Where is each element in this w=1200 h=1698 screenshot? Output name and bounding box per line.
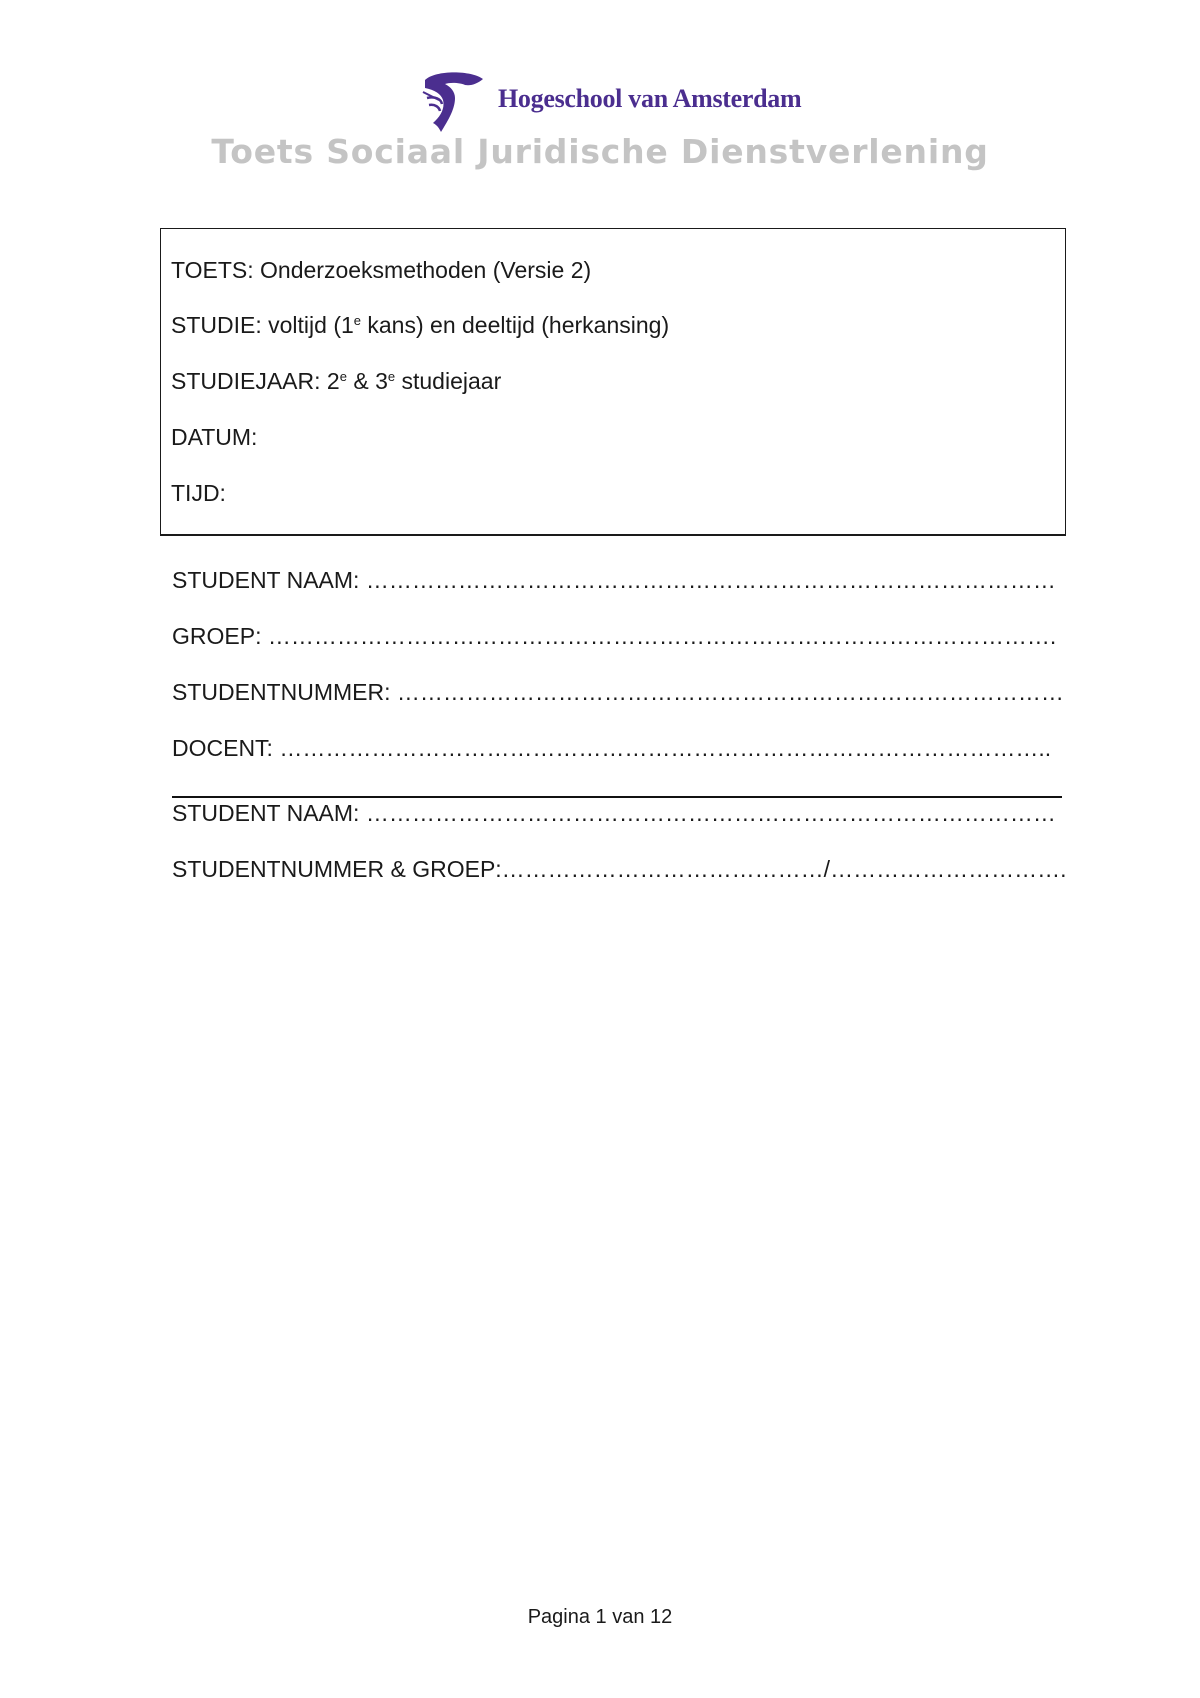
datum-line: DATUM: [171,424,258,450]
studiejaar-superscript-2: e [387,369,396,384]
hva-logo-icon [421,70,485,134]
page-number: Pagina 1 van 12 [527,1606,673,1628]
studie-text-b: kans) en deeltijd (herkansing) [361,312,670,338]
studiejaar-superscript-1: e [339,369,347,384]
institution-name: Hogeschool van Amsterdam [498,84,802,113]
tearoff-divider [172,796,1062,798]
tearoff-studentnummer-groep-field[interactable]: STUDENTNUMMER & GROEP:……………………………………/…………………………. [172,856,1067,882]
header-logo [421,70,821,138]
studiejaar-line [171,368,501,395]
tearoff-student-naam-field[interactable]: STUDENT NAAM: ……………………………………………………………………………… [172,800,1056,826]
studiejaar-text-a: STUDIEJAAR: 2 [171,368,340,394]
document-title: Toets Sociaal Juridische Dienstverlening [211,132,989,171]
studie-superscript: e [353,313,361,328]
tijd-line: TIJD: [171,480,226,506]
docent-field[interactable]: DOCENT: ……………………………………………………………………………………….. [172,735,1052,761]
exam-info-box [160,228,1066,536]
studentnummer-field[interactable]: STUDENTNUMMER: …………………………………………………………………………… [172,679,1064,705]
toets-line: TOETS: Onderzoeksmethoden (Versie 2) [171,257,592,283]
groep-field[interactable]: GROEP: …………………………………………………………………………………………. [172,623,1057,649]
student-naam-field[interactable]: STUDENT NAAM: ……………………………………………………………………………… [172,567,1056,593]
studiejaar-text-b: & 3 [346,368,388,394]
studiejaar-text-c: studiejaar [395,368,502,394]
studie-text-a: STUDIE: voltijd (1 [171,312,354,338]
studie-line [171,312,669,339]
